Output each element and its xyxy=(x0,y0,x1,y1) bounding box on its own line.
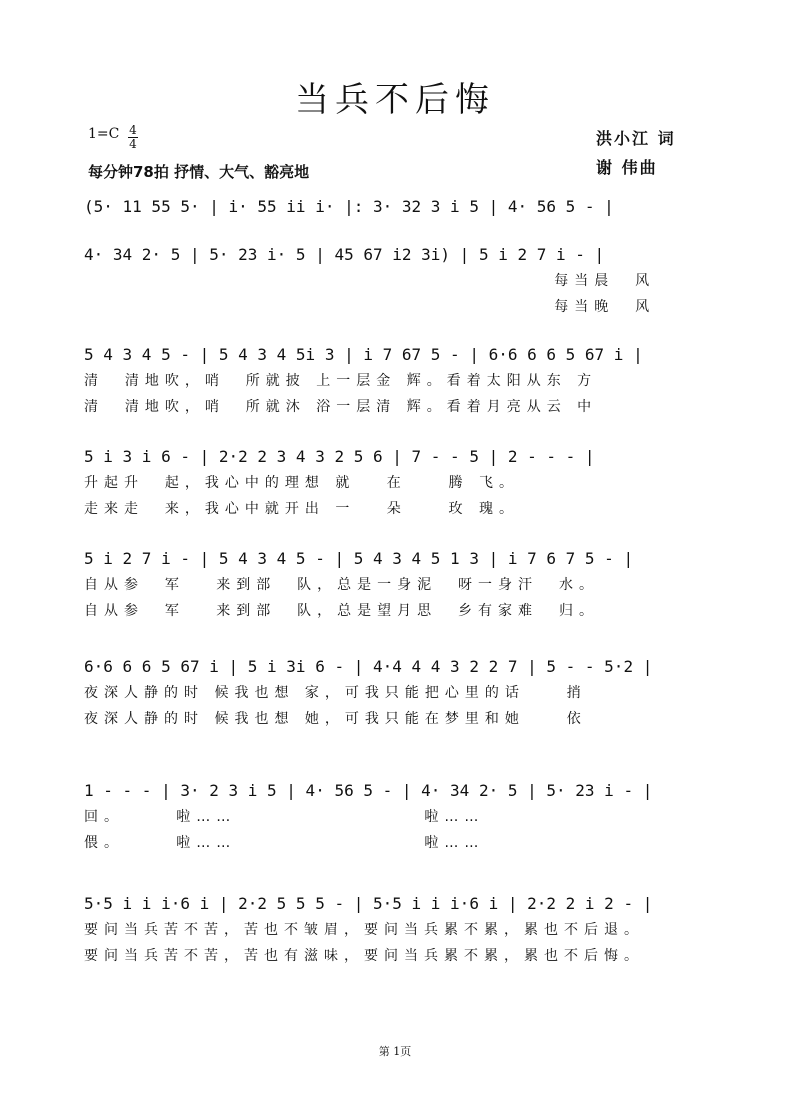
lyric-row: 自从参 军 来到部 队，总是望月思 乡有家难 归。 xyxy=(84,603,599,619)
lyric-row: 偎。 啦…… 啦…… xyxy=(84,835,485,851)
note-row: 4· 34 2· 5 | 5· 23 i· 5 | 45 67 i2 3i) | 5 i 2 7 i - | xyxy=(84,245,605,264)
lyric-row: 清 清地吹，哨 所就披 上一层金 辉。看着太阳从东 方 xyxy=(84,373,598,389)
note-row: 5 4 3 4 5 - | 5 4 3 4 5i 3 | i 7 67 5 - | 6·6 6 6 5 67 i | xyxy=(84,345,643,364)
note-row: 5 i 2 7 i - | 5 4 3 4 5 - | 5 4 3 4 5 1 3 | i 7 6 7 5 - | xyxy=(84,549,634,568)
lyric-row: 清 清地吹，哨 所就沐 浴一层清 辉。看着月亮从云 中 xyxy=(84,399,598,415)
staff-line xyxy=(84,548,702,624)
staff-line xyxy=(84,446,702,522)
time-signature xyxy=(128,124,138,151)
song-title: 当兵不后悔 xyxy=(295,80,495,120)
note-row: (5· 11 55 5· | i· 55 ii i· |: 3· 32 3 i 5 | 4· 56 5 - | xyxy=(84,197,614,216)
lyric-row: 走来走 来，我心中就开出 一 朵 玫 瑰。 xyxy=(84,501,519,517)
lyric-row: 每当晚 风 xyxy=(84,299,656,315)
page-number: 第 1页 xyxy=(378,1045,412,1058)
note-row: 6·6 6 6 5 67 i | 5 i 3i 6 - | 4·4 4 4 3 2 2 7 | 5 - - 5·2 | xyxy=(84,657,653,676)
lyric-row: 要问当兵苦不苦，苦也不皱眉，要问当兵累不累，累也不后退。 xyxy=(84,922,644,938)
note-row: 1 - - - | 3· 2 3 i 5 | 4· 56 5 - | 4· 34 2· 5 | 5· 23 i - | xyxy=(84,781,653,800)
note-row: 5 i 3 i 6 - | 2·2 2 3 4 3 2 5 6 | 7 - - 5 | 2 - - - | xyxy=(84,447,595,466)
lyric-row: 每当晨 风 xyxy=(84,273,656,289)
composer-credit: 谢 伟曲 xyxy=(596,158,658,177)
lyric-row: 回。 啦…… 啦…… xyxy=(84,809,485,825)
staff-line xyxy=(84,780,702,856)
staff-line xyxy=(84,196,702,220)
lyricist-credit: 洪小江 词 xyxy=(596,129,676,148)
staff-line xyxy=(84,893,702,969)
staff-line xyxy=(84,344,702,420)
lyric-row: 夜深人静的时 候我也想 家，可我只能把心里的话 捎 xyxy=(84,685,587,701)
lyric-row: 要问当兵苦不苦，苦也有滋味，要问当兵累不累，累也不后悔。 xyxy=(84,948,644,964)
lyric-row: 自从参 军 来到部 队，总是一身泥 呀一身汗 水。 xyxy=(84,577,599,593)
tempo-marking: 每分钟78拍 抒情、大气、豁亮地 xyxy=(88,163,310,181)
key-signature: 1=C xyxy=(88,126,120,142)
staff-line xyxy=(84,656,702,732)
lyric-row: 夜深人静的时 候我也想 她，可我只能在梦里和她 依 xyxy=(84,711,587,727)
note-row: 5·5 i i i·6 i | 2·2 5 5 5 - | 5·5 i i i·6 i | 2·2 2 i 2 - | xyxy=(84,894,653,913)
lyric-row: 升起升 起，我心中的理想 就 在 腾 飞。 xyxy=(84,475,519,491)
time-signature-top: 4 xyxy=(129,123,137,137)
staff-line xyxy=(84,244,702,320)
time-signature-bottom: 4 xyxy=(129,137,137,151)
